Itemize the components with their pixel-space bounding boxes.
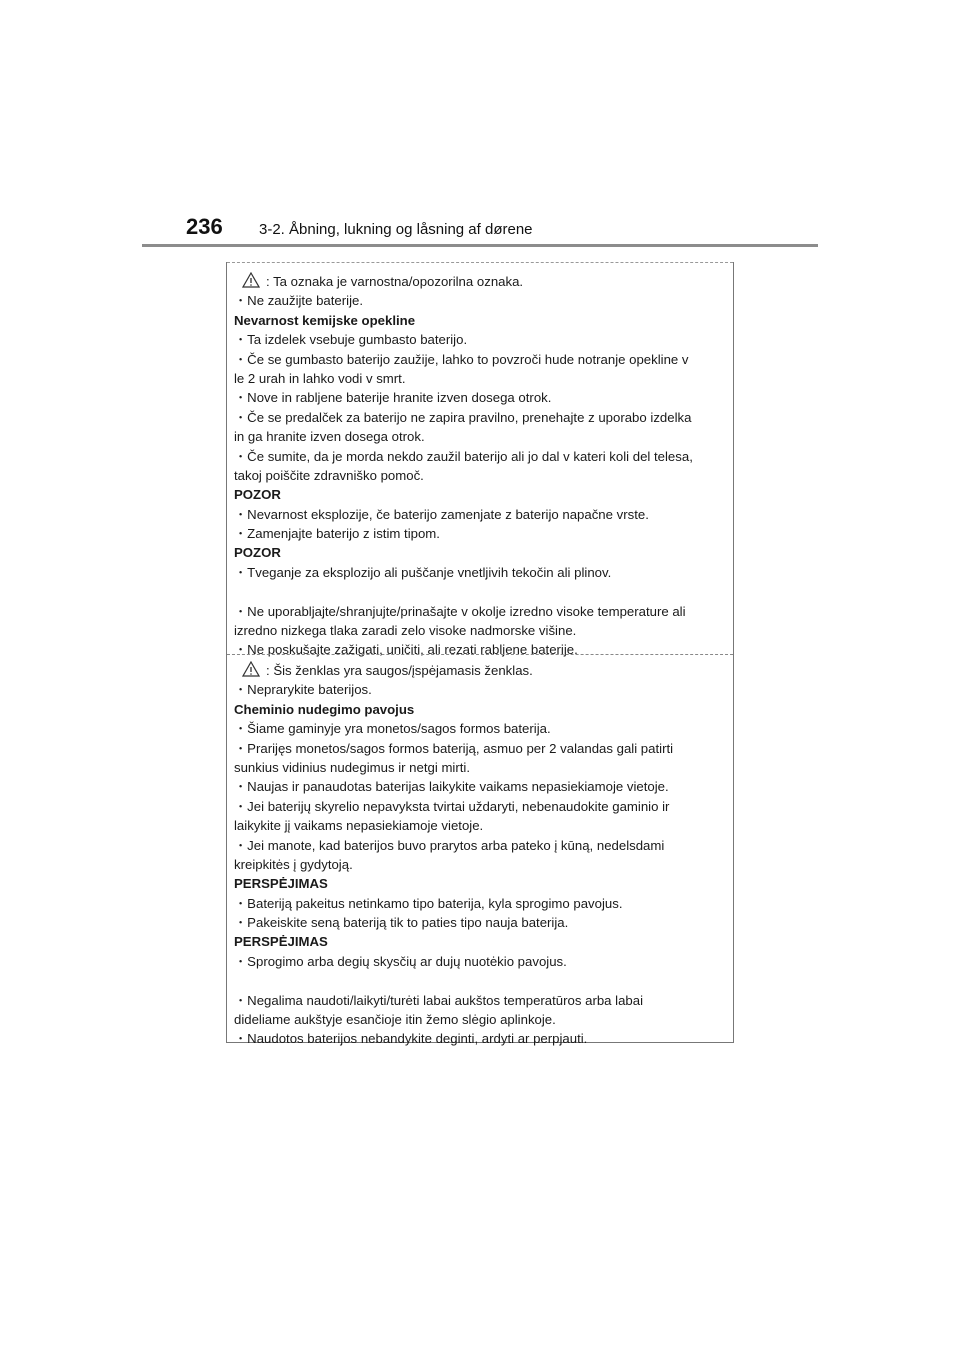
subheading: PERSPĖJIMAS xyxy=(234,876,328,892)
text-line: ・Ne uporabljajte/shranjujte/prinašajte v okolje izredno visoke temperature ali xyxy=(234,603,686,619)
text-line: ・Zamenjajte baterijo z istim tipom. xyxy=(234,526,440,542)
text-line: ・Nove in rabljene baterije hranite izven dosega otrok. xyxy=(234,390,552,406)
warning-triangle-icon xyxy=(242,272,260,293)
subheading: PERSPĖJIMAS xyxy=(234,934,328,950)
battery-warning-box xyxy=(226,262,734,1047)
text-line: ・Naudotos baterijos nebandykite deginti, ardyti ar perpjauti. xyxy=(234,1031,588,1047)
text-line: sunkius vidinius nudegimus ir netgi mirti. xyxy=(234,759,471,775)
text-line: laikykite jį vaikams nepasiekiamoje vietoje. xyxy=(234,818,484,834)
warning-symbol-line xyxy=(234,661,727,680)
lithuanian-warning-section xyxy=(234,661,727,1049)
page-number: 236 xyxy=(186,214,223,239)
text-line: kreipkitės į gydytoją. xyxy=(234,856,353,872)
text-line: ・Ta izdelek vsebuje gumbasto baterijo. xyxy=(234,332,468,348)
chapter-title: 3-2. Åbning, lukning og låsning af dørene xyxy=(259,221,533,238)
text-line: izredno nizkega tlaka zaradi zelo visoke nadmorske višine. xyxy=(234,623,577,639)
warning-symbol-line xyxy=(234,272,727,291)
section-divider xyxy=(227,654,733,655)
subheading: Cheminio nudegimo pavojus xyxy=(234,701,415,717)
text-line: ・Če sumite, da je morda nekdo zaužil baterijo ali jo dal v kateri koli del telesa, xyxy=(234,448,693,464)
text-line: ・Ne poskušajte zažigati, uničiti, ali rezati rabljene baterije. xyxy=(234,642,578,658)
text-line: ・Če se predalček za baterijo ne zapira pravilno, prenehajte z uporabo izdelka xyxy=(234,409,692,425)
text-line: ・Pakeiskite seną bateriją tik to paties tipo nauja baterija. xyxy=(234,915,569,931)
slovenian-text-lines xyxy=(234,291,727,659)
text-line: le 2 urah in lahko vodi v smrt. xyxy=(234,370,406,386)
text-line: ・Ne zaužijte baterije. xyxy=(234,293,364,309)
subheading: POZOR xyxy=(234,545,281,561)
blank-line xyxy=(234,971,727,990)
warning-triangle-icon xyxy=(242,661,260,682)
text-line: ・Jei baterijų skyrelio nepavyksta tvirtai uždaryti, nebenaudokite gaminio ir xyxy=(234,798,670,814)
text-line: ・Bateriją pakeitus netinkamo tipo baterija, kyla sprogimo pavojus. xyxy=(234,895,623,911)
text-line: ・Šiame gaminyje yra monetos/sagos formos baterija. xyxy=(234,721,551,737)
warning-symbol-text: : Šis ženklas yra saugos/įspėjamasis ženklas. xyxy=(266,663,533,678)
text-line: ・Naujas ir panaudotas baterijas laikykite vaikams nepasiekiamoje vietoje. xyxy=(234,779,669,795)
text-line: takoj poiščite zdravniško pomoč. xyxy=(234,467,424,483)
text-line: ・Sprogimo arba degių skysčių ar dujų nuotėkio pavojus. xyxy=(234,953,567,969)
subheading: POZOR xyxy=(234,487,281,503)
text-line: ・Prarijęs monetos/sagos formos bateriją, asmuo per 2 valandas gali patirti xyxy=(234,740,674,756)
text-line: ・Negalima naudoti/laikyti/turėti labai aukštos temperatūros arba labai xyxy=(234,992,644,1008)
text-line: ・Neprarykite baterijos. xyxy=(234,682,372,698)
text-line: in ga hranite izven dosega otrok. xyxy=(234,429,425,445)
text-line: ・Tveganje za eksplozijo ali puščanje vnetljivih tekočin ali plinov. xyxy=(234,564,612,580)
slovenian-warning-section xyxy=(234,272,727,660)
text-line: ・Nevarnost eksplozije, če baterijo zamenjate z baterijo napačne vrste. xyxy=(234,506,649,522)
header-rule xyxy=(142,244,818,247)
blank-line xyxy=(234,582,727,601)
lithuanian-text-lines xyxy=(234,680,727,1048)
subheading: Nevarnost kemijske opekline xyxy=(234,312,416,328)
text-line: ・Jei manote, kad baterijos buvo prarytos arba pateko į kūną, nedelsdami xyxy=(234,837,665,853)
text-line: dideliame aukštyje esančioje itin žemo slėgio aplinkoje. xyxy=(234,1012,556,1028)
text-line: ・Če se gumbasto baterijo zaužije, lahko to povzroči hude notranje opekline v xyxy=(234,351,689,367)
page-header xyxy=(0,0,960,250)
warning-symbol-text: : Ta oznaka je varnostna/opozorilna oznaka. xyxy=(266,274,524,289)
